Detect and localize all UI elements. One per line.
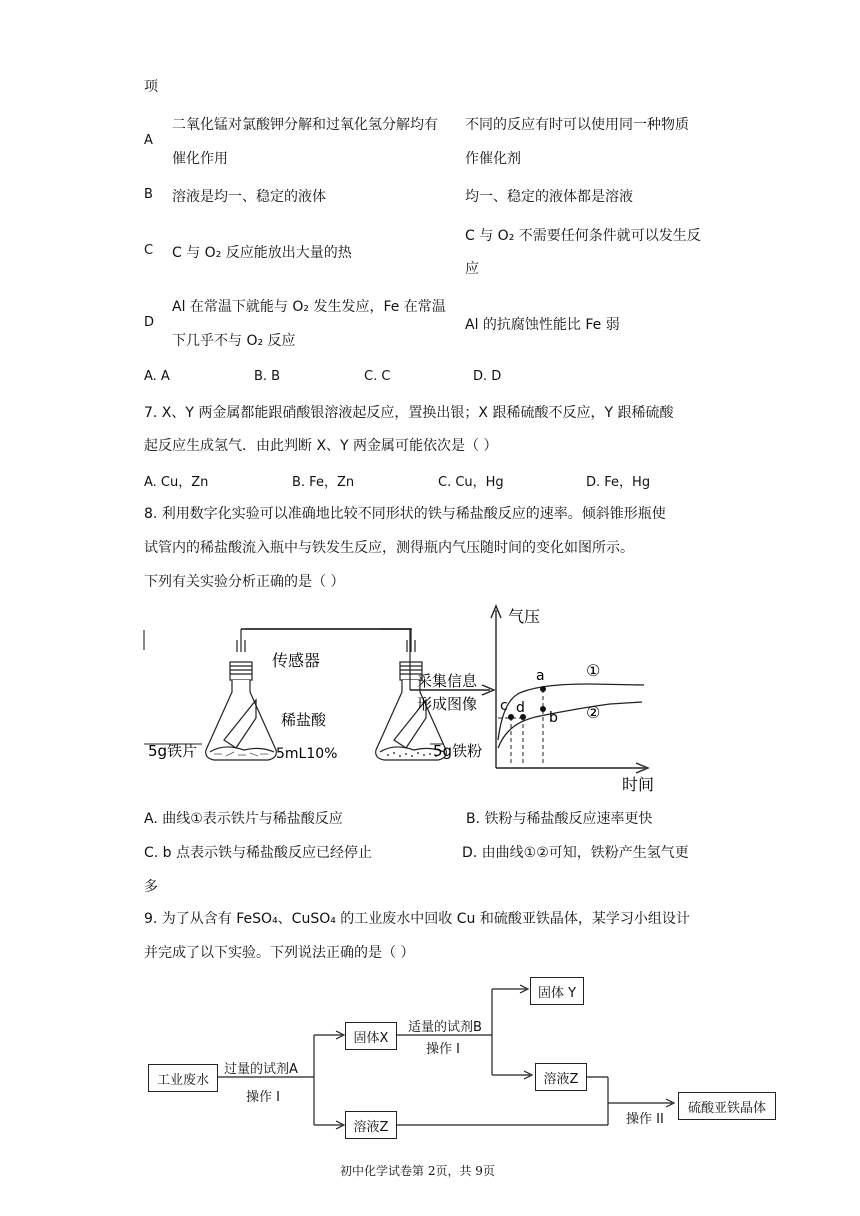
q8-option-a: A. 曲线①表示铁片与稀盐酸反应: [144, 811, 343, 827]
row-a-right-1: 不同的反应有时可以使用同一种物质: [465, 117, 689, 133]
q8-option-d: D. 由曲线①②可知，铁粉产生氢气更: [462, 845, 689, 861]
point-d-label: d: [516, 700, 525, 716]
row-a-left-1: 二氧化锰对氯酸钾分解和过氧化氢分解均有: [172, 117, 438, 133]
solution-z-top-box: 溶液Z: [535, 1063, 587, 1091]
row-label-d: D: [144, 315, 155, 330]
solution-z-bottom-box: 溶液Z: [345, 1111, 397, 1139]
q6-option-a: A. A: [144, 369, 170, 384]
q7-option-d: D. Fe，Hg: [586, 475, 651, 490]
row-b-left-1: 溶液是均一、稳定的液体: [172, 189, 326, 205]
left-flask-label: 5g铁片: [148, 742, 198, 760]
q6-option-b: B. B: [254, 369, 281, 384]
op1b-label: 操作 I: [426, 1042, 460, 1057]
solid-y-box: 固体 Y: [530, 977, 584, 1005]
row-label-b: B: [144, 187, 153, 202]
q7-option-b: B. Fe，Zn: [292, 475, 355, 490]
row-d-right-1: Al 的抗腐蚀性能比 Fe 弱: [465, 317, 620, 333]
curve-2-label: ②: [586, 703, 601, 722]
point-a-label: a: [536, 668, 545, 684]
row-label-a: A: [144, 133, 153, 148]
q9-line-1: 9. 为了从含有 FeSO₄、CuSO₄ 的工业废水中回收 Cu 和硫酸亚铁晶体，某学习小组设计: [144, 911, 690, 927]
row-a-right-2: 作催化剂: [465, 151, 521, 167]
acid-label: 稀盐酸: [281, 711, 327, 729]
q9-line-2: 并完成了以下实验。下列说法正确的是（ ）: [144, 945, 415, 961]
row-c-right-1: C 与 O₂ 不需要任何条件就可以发生反: [465, 228, 701, 244]
y-axis-label: 气压: [508, 607, 541, 626]
q8-option-c: C. b 点表示铁与稀盐酸反应已经停止: [144, 845, 373, 861]
curve-1-label: ①: [586, 661, 601, 680]
table-head-cell: 项: [144, 79, 158, 95]
page-footer: 初中化学试卷第 2页，共 9页: [340, 1164, 495, 1178]
q8-line-3: 下列有关实验分析正确的是（ ）: [144, 574, 345, 590]
q6-option-d: D. D: [473, 369, 502, 384]
q7-option-a: A. Cu，Zn: [144, 475, 209, 490]
op2-label: 操作 II: [626, 1112, 664, 1127]
row-d-left-1: Al 在常温下就能与 O₂ 发生发应，Fe 在常温: [172, 299, 446, 315]
row-c-right-2: 应: [465, 261, 479, 277]
solid-x-box: 固体X: [345, 1022, 397, 1050]
q8-line-1: 8. 利用数字化实验可以准确地比较不同形状的铁与稀盐酸反应的速率。倾斜锥形瓶使: [144, 506, 666, 522]
q7-option-c: C. Cu，Hg: [438, 475, 504, 490]
point-c-label: c: [500, 698, 508, 714]
row-b-right-1: 均一、稳定的液体都是溶液: [465, 189, 633, 205]
q7-line-1: 7. X、Y 两金属都能跟硝酸银溶液起反应，置换出银；X 跟稀硫酸不反应，Y 跟稀硫酸: [144, 405, 674, 421]
arrow-label-line-1: 采集信息: [417, 672, 478, 690]
reagent-a-label: 过量的试剂A: [224, 1062, 298, 1077]
op1-label: 操作 I: [246, 1090, 280, 1105]
row-d-left-2: 下几乎不与 O₂ 反应: [172, 333, 296, 349]
right-flask-label: 5g铁粉: [433, 742, 483, 760]
q6-option-c: C. C: [364, 369, 391, 384]
waste-water-box: 工业废水: [148, 1064, 218, 1092]
row-a-left-2: 催化作用: [172, 151, 228, 167]
row-c-left-1: C 与 O₂ 反应能放出大量的热: [172, 245, 352, 261]
q8-line-2: 试管内的稀盐酸流入瓶中与铁发生反应，测得瓶内气压随时间的变化如图所示。: [144, 540, 634, 556]
point-b-label: b: [549, 710, 558, 726]
x-axis-label: 时间: [622, 775, 655, 794]
sensor-label: 传感器: [272, 651, 321, 670]
q8-option-b: B. 铁粉与稀盐酸反应速率更快: [466, 811, 653, 827]
q8-option-d-wrap: 多: [144, 879, 158, 895]
reagent-b-label: 适量的试剂B: [408, 1020, 482, 1035]
acid-amount-label: 5mL10%: [276, 746, 338, 762]
arrow-label-line-2: 形成图像: [417, 695, 478, 713]
crystal-box: 硫酸亚铁晶体: [678, 1092, 776, 1120]
q7-line-2: 起反应生成氢气．由此判断 X、Y 两金属可能依次是（ ）: [144, 438, 498, 454]
sensor-connector: [380, 620, 560, 690]
row-label-c: C: [144, 243, 154, 258]
